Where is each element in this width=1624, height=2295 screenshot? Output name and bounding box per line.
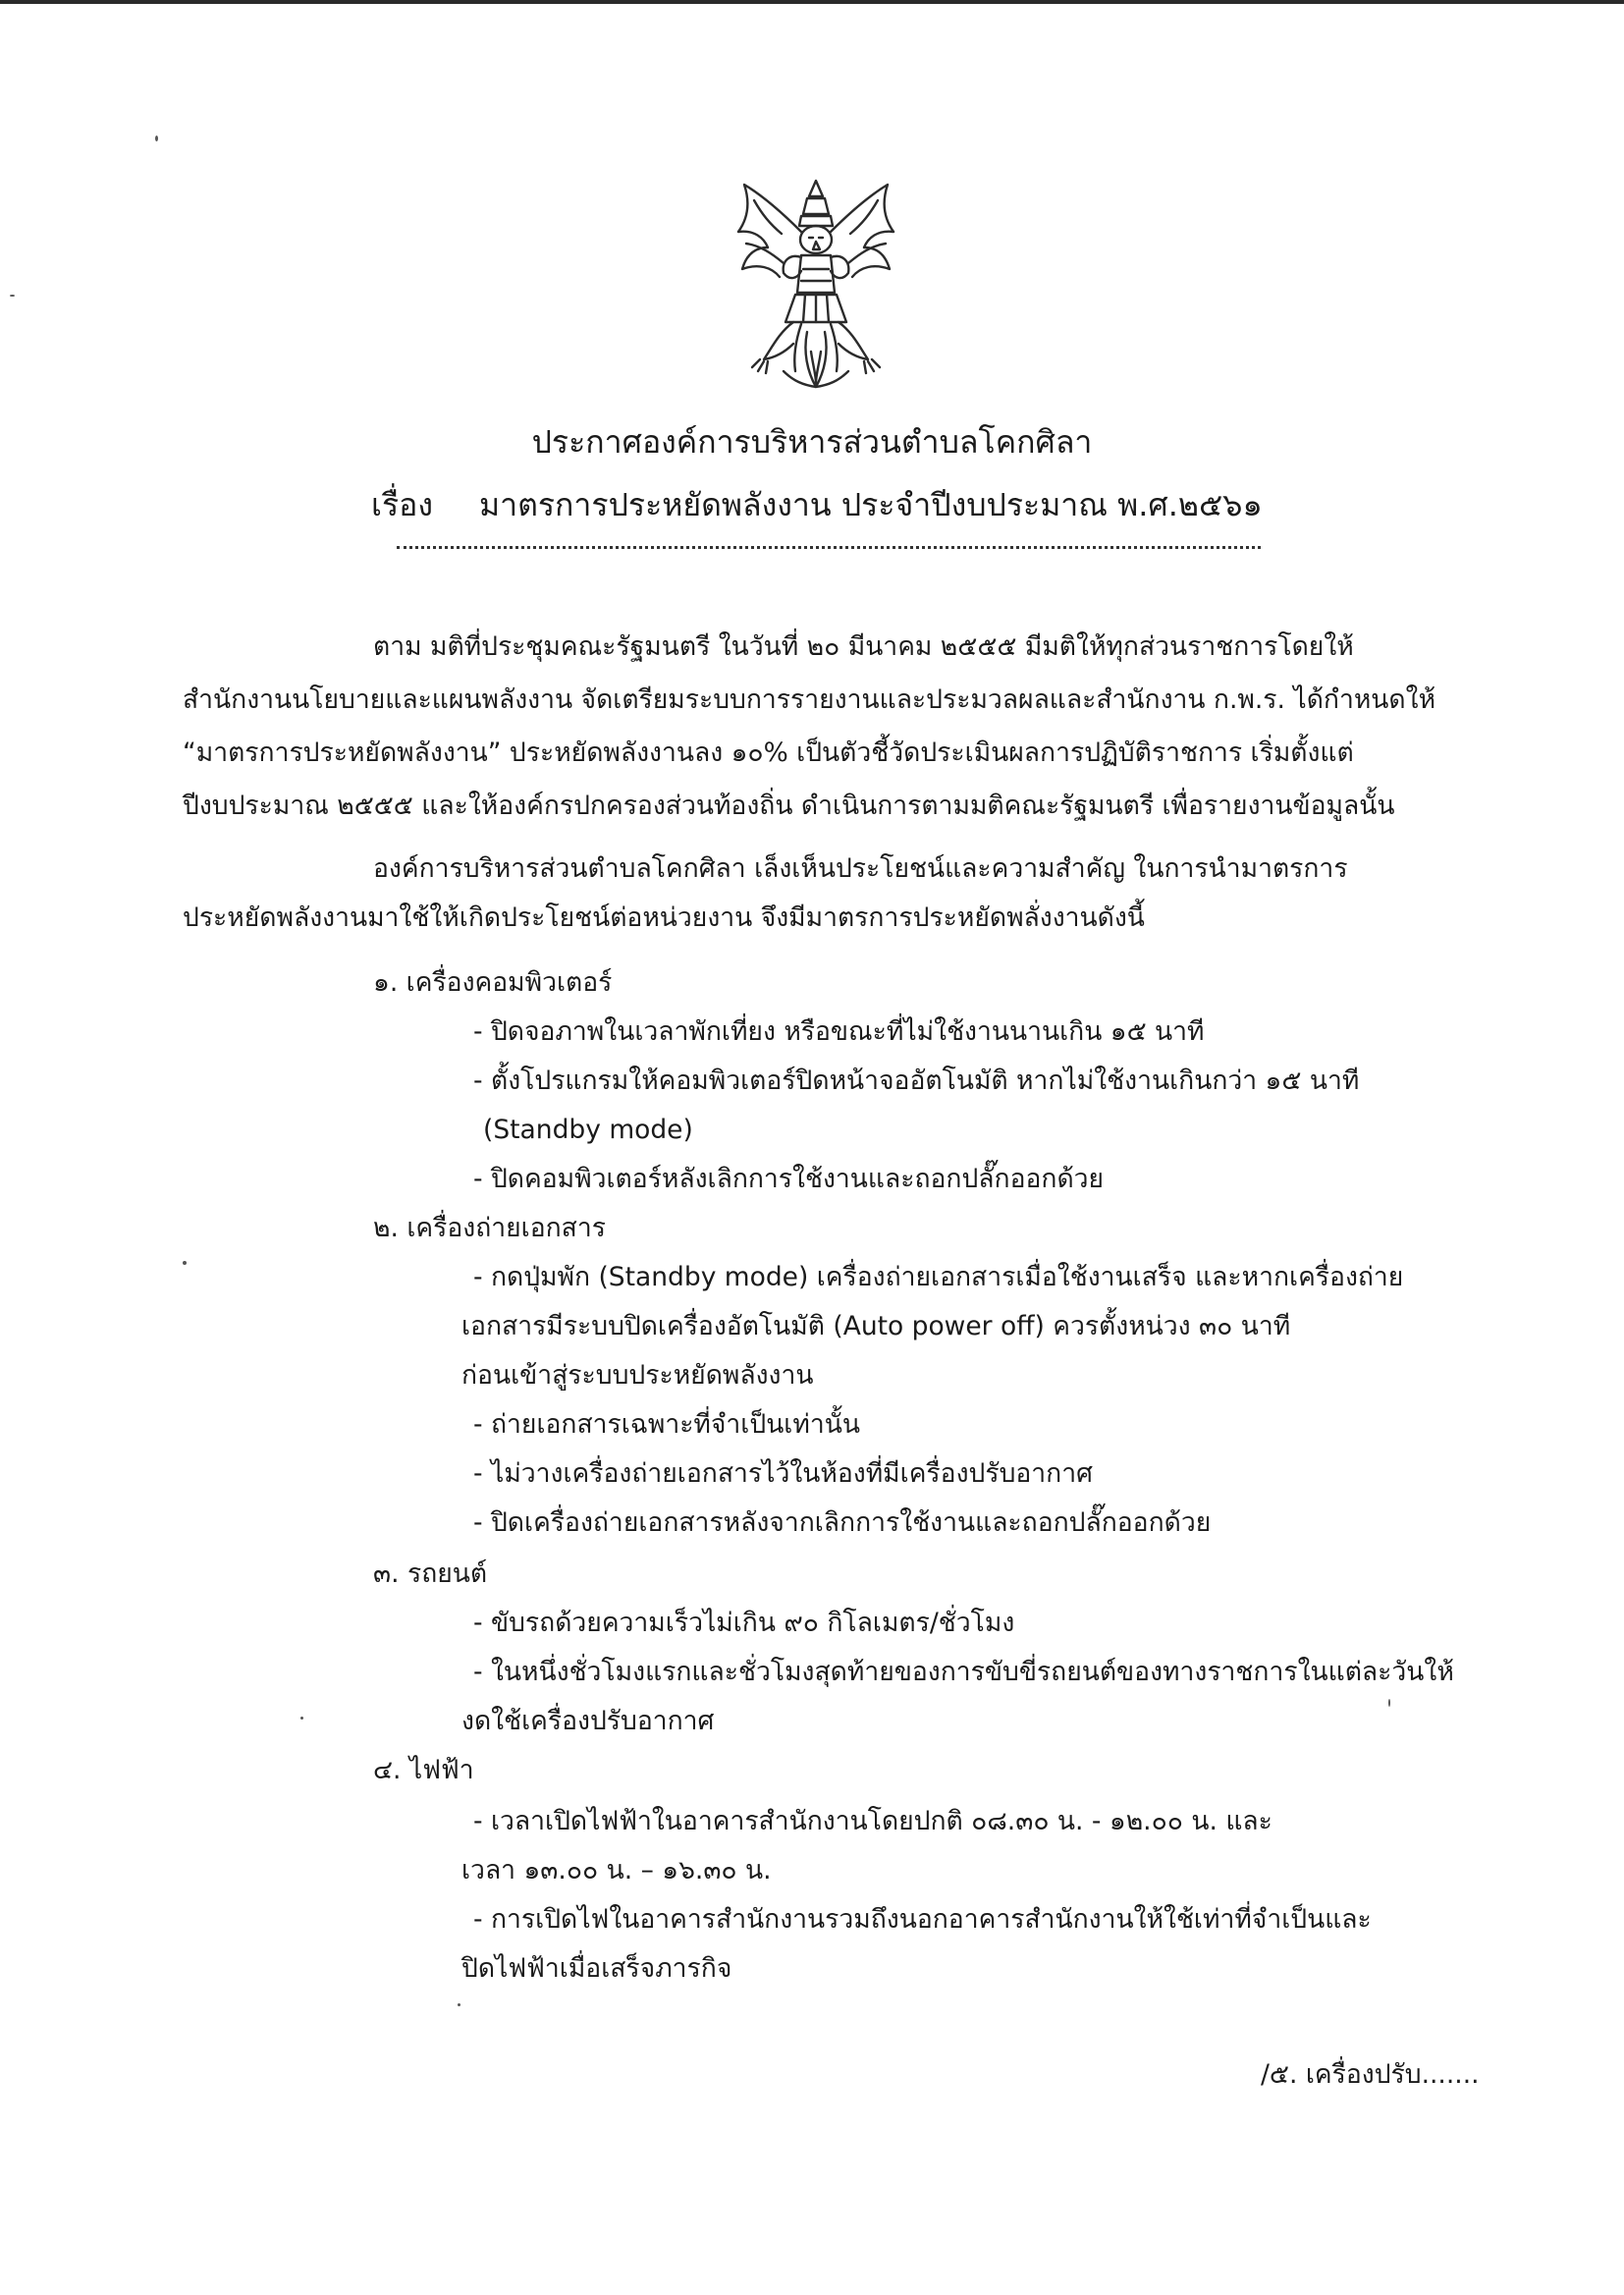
list-item: ปิดไฟฟ้าเมื่อเสร็จภารกิจ [461,1953,732,1984]
list-item: งดใช้เครื่องปรับอากาศ [461,1706,715,1736]
scan-speck [1388,1699,1390,1707]
scan-speck [155,136,158,141]
section-heading-copier: ๒. เครื่องถ่ายเอกสาร [373,1213,606,1243]
second-line-2: ประหยัดพลังงานมาใช้ให้เกิดประโยชน์ต่อหน่วยงาน จึงมีมาตรการประหยัดพลั่งงานดังนี้ [183,902,1145,933]
intro-line-3: “มาตรการประหยัดพลังงาน” ประหยัดพลังงานลง ๑๐% เป็นตัวชี้วัดประเมินผลการปฏิบัติราชการ เริ่มตั้งแต่ [183,738,1354,768]
scan-speck [300,1717,303,1720]
list-item: - ตั้งโปรแกรมให้คอมพิวเตอร์ปิดหน้าจออัตโนมัติ หากไม่ใช้งานเกินกว่า ๑๕ นาที [473,1066,1360,1096]
list-item: - ปิดเครื่องถ่ายเอกสารหลังจากเลิกการใช้งานและถอกปลั๊กออกด้วย [473,1507,1212,1538]
list-item: - ปิดจอภาพในเวลาพักเที่ยง หรือขณะที่ไม่ใช้งานนานเกิน ๑๕ นาที [473,1016,1205,1047]
list-item: - ถ่ายเอกสารเฉพาะที่จำเป็นเท่านั้น [473,1409,860,1440]
list-item: (Standby mode) [483,1115,693,1145]
section-heading-car: ๓. รถยนต์ [373,1558,488,1589]
section-heading-computer: ๑. เครื่องคอมพิวเตอร์ [373,967,613,998]
list-item: - ในหนึ่งชั่วโมงแรกและชั่วโมงสุดท้ายของการขับขี่รถยนต์ของทางราชการในแต่ละวันให้ [473,1657,1454,1687]
list-item: - ไม่วางเครื่องถ่ายเอกสารไว้ในห้องที่มีเครื่องปรับอากาศ [473,1458,1093,1489]
list-item: - ปิดคอมพิวเตอร์หลังเลิกการใช้งานและถอกปลั๊กออกด้วย [473,1164,1105,1194]
continuation-note: /๕. เครื่องปรับ....... [1261,2059,1480,2090]
scan-speck [10,295,15,297]
scan-speck [183,1261,187,1265]
list-item: เอกสารมีระบบปิดเครื่องอัตโนมัติ (Auto power off) ควรตั้งหน่วง ๓๐ นาที [461,1311,1291,1341]
subject-label: เรื่อง [371,486,433,523]
intro-line-4: ปีงบประมาณ ๒๕๕๕ และให้องค์กรปกครองส่วนท้องถิ่น ดำเนินการตามมติคณะรัฐมนตรี เพื่อรายงานข้อมูลนั้น [183,791,1395,821]
garuda-emblem-icon [725,175,907,403]
scan-top-border [0,0,1624,4]
intro-line-2: สำนักงานนโยบายและแผนพลังงาน จัดเตรียมระบบการรายงานและประมวลผลและสำนักงาน ก.พ.ร. ได้กำหนดให้ [183,684,1436,715]
announcement-title: ประกาศองค์การบริหารส่วนตำบลโคกศิลา [531,423,1093,461]
subject-text: มาตรการประหยัดพลังงาน ประจำปีงบประมาณ พ.ศ.๒๕๖๑ [479,486,1263,523]
scan-speck [458,2003,460,2006]
dotted-separator [397,546,1261,549]
list-item: - การเปิดไฟในอาคารสำนักงานรวมถึงนอกอาคารสำนักงานให้ใช้เท่าที่จำเป็นและ [473,1904,1372,1935]
intro-line-1: ตาม มติที่ประชุมคณะรัฐมนตรี ในวันที่ ๒๐ มีนาคม ๒๕๕๕ มีมติให้ทุกส่วนราชการโดยให้ [373,631,1354,662]
list-item: เวลา ๑๓.๐๐ น. – ๑๖.๓๐ น. [461,1855,772,1885]
section-heading-electricity: ๔. ไฟฟ้า [373,1755,474,1785]
second-line-1: องค์การบริหารส่วนตำบลโคกศิลา เล็งเห็นประโยชน์และความสำคัญ ในการนำมาตรการ [373,853,1348,884]
list-item: ก่อนเข้าสู่ระบบประหยัดพลังงาน [461,1360,814,1391]
list-item: - ขับรถด้วยความเร็วไม่เกิน ๙๐ กิโลเมตร/ชั่วโมง [473,1608,1015,1638]
list-item: - เวลาเปิดไฟฟ้าในอาคารสำนักงานโดยปกติ ๐๘.๓๐ น. - ๑๒.๐๐ น. และ [473,1806,1272,1836]
subject-line [371,483,1263,526]
list-item: - กดปุ่มพัก (Standby mode) เครื่องถ่ายเอกสารเมื่อใช้งานเสร็จ และหากเครื่องถ่าย [473,1262,1404,1292]
